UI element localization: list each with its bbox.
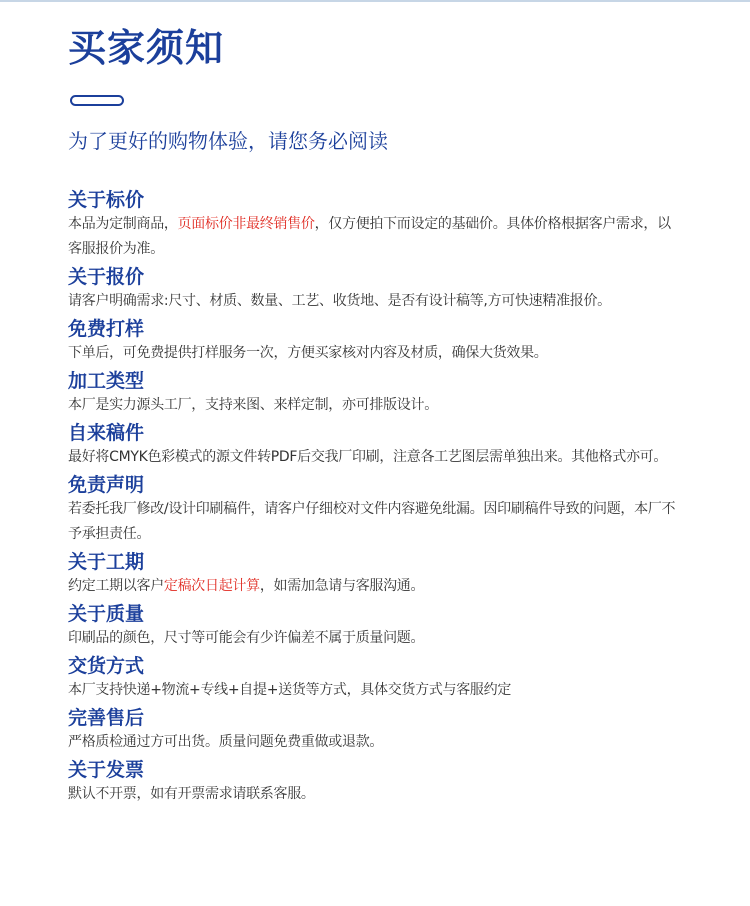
section-heading: 完善售后 — [68, 707, 145, 729]
section-body-text: 约定工期以客户 — [68, 578, 164, 594]
section-heading: 关于报价 — [68, 266, 145, 288]
title-underline-pill — [70, 95, 124, 106]
section-body — [68, 212, 683, 262]
section-heading: 免费打样 — [68, 318, 145, 340]
page-subtitle: 为了更好的购物体验，请您务必阅读 — [68, 129, 388, 153]
section-body: 请客户明确需求:尺寸、材质、数量、工艺、收货地、是否有设计稿等,方可快速精准报价。 — [68, 293, 611, 309]
section-body: 默认不开票，如有开票需求请联系客服。 — [68, 786, 315, 802]
section-invoice — [68, 758, 683, 807]
section-body: 本厂支持快递+物流+专线+自提+送货等方式，具体交货方式与客服约定 — [68, 682, 512, 698]
section-body: 印刷品的颜色，尺寸等可能会有少许偏差不属于质量问题。 — [68, 630, 425, 646]
highlight-text: 定稿次日起计算 — [163, 578, 260, 594]
section-body: 严格质检通过方可出货。质量问题免费重做或退款。 — [68, 734, 384, 750]
section-own-artwork — [68, 421, 683, 470]
section-delivery-method — [68, 654, 683, 703]
section-quotation — [68, 265, 683, 314]
section-after-sales — [68, 706, 683, 755]
section-heading: 免责声明 — [68, 474, 145, 496]
section-body-text: ，如需加急请与客服沟通。 — [259, 578, 425, 594]
section-heading: 关于质量 — [68, 603, 145, 625]
section-free-sample — [68, 317, 683, 366]
section-quality — [68, 602, 683, 651]
section-heading: 自来稿件 — [68, 422, 145, 444]
top-divider — [0, 0, 750, 2]
section-heading: 交货方式 — [68, 655, 145, 677]
section-disclaimer — [68, 473, 683, 547]
page-title: 买家须知 — [68, 26, 225, 70]
section-pricing — [68, 188, 683, 262]
section-body: 若委托我厂修改/设计印刷稿件，请客户仔细校对文件内容避免纰漏。因印刷稿件导致的问题，本厂不予承担责任。 — [68, 501, 676, 542]
section-processing-type — [68, 369, 683, 418]
section-body: 最好将CMYK色彩模式的源文件转PDF后交我厂印刷，注意各工艺图层需单独出来。其他格式亦可。 — [68, 449, 668, 465]
section-heading: 关于发票 — [68, 759, 145, 781]
section-heading: 关于标价 — [68, 189, 145, 211]
section-heading: 加工类型 — [68, 370, 145, 392]
section-lead-time — [68, 550, 683, 599]
section-body: 本厂是实力源头工厂，支持来图、来样定制，亦可排版设计。 — [68, 397, 438, 413]
section-body-text: ，仅方便拍下而设定的基础价。具体价格根据客户需求，以客服报价为准。 — [68, 216, 671, 257]
section-body — [68, 574, 683, 599]
highlight-text: 页面标价非最终销售价 — [177, 216, 315, 232]
notice-sections — [68, 188, 683, 810]
section-body-text: 本品为定制商品， — [68, 216, 178, 232]
section-heading: 关于工期 — [68, 551, 145, 573]
section-body: 下单后，可免费提供打样服务一次，方便买家核对内容及材质，确保大货效果。 — [68, 345, 548, 361]
